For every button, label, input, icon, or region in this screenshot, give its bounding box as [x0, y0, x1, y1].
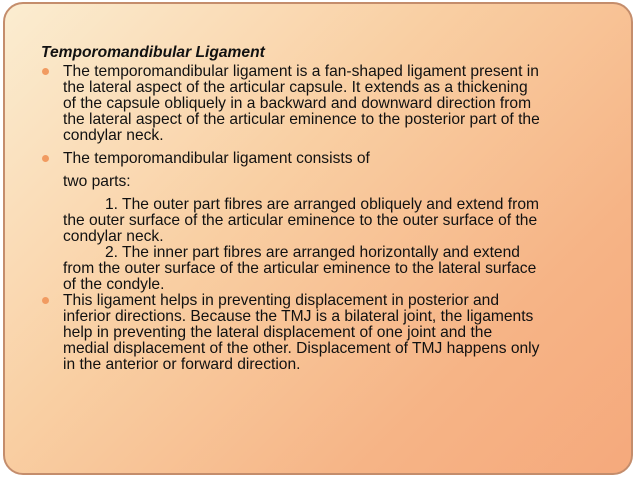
- bullet-item-2: [41, 151, 607, 167]
- text-line: This ligament helps in preventing displacement in posterior and: [63, 292, 500, 309]
- slide-panel: [3, 2, 633, 475]
- slide-title: Temporomandibular Ligament: [41, 44, 265, 61]
- text-line: 1. The outer part fibres are arranged obliquely and extend from: [105, 196, 539, 213]
- bullet-dot-icon: [42, 68, 49, 75]
- text-line: two parts:: [63, 173, 131, 190]
- text-line: the lateral aspect of the articular eminence to the posterior part of the: [63, 111, 540, 128]
- text-line: of the condyle.: [63, 276, 165, 293]
- text-line: inferior directions. Because the TMJ is a bilateral joint, the ligaments: [63, 308, 534, 325]
- bullet-dot-icon: [42, 155, 49, 162]
- text-line: condylar neck.: [63, 127, 164, 144]
- text-line: of the capsule obliquely in a backward and downward direction from: [63, 95, 532, 112]
- text-line: The temporomandibular ligament is a fan-shaped ligament present in: [63, 63, 539, 80]
- text-line: medial displacement of the other. Displacement of TMJ happens only: [63, 340, 540, 357]
- text-line: the lateral aspect of the articular capsule. It extends as a thickening: [63, 79, 528, 96]
- text-line: condylar neck.: [63, 228, 164, 245]
- bullet-item-3: [41, 293, 607, 373]
- text-line: from the outer surface of the articular eminence to the lateral surface: [63, 260, 537, 277]
- sub-item-1: [41, 197, 607, 245]
- text-line: 2. The inner part fibres are arranged horizontally and extend: [105, 244, 520, 261]
- bullet-dot-icon: [42, 297, 49, 304]
- text-line: The temporomandibular ligament consists of: [63, 150, 370, 167]
- text-line: help in preventing the lateral displacement of one joint and the: [63, 324, 493, 341]
- slide-content: [41, 45, 607, 373]
- bullet-item-1: [41, 64, 607, 144]
- sub-item-2: [41, 245, 607, 293]
- text-line: in the anterior or forward direction.: [63, 356, 301, 373]
- text-line: the outer surface of the articular eminence to the outer surface of the: [63, 212, 538, 229]
